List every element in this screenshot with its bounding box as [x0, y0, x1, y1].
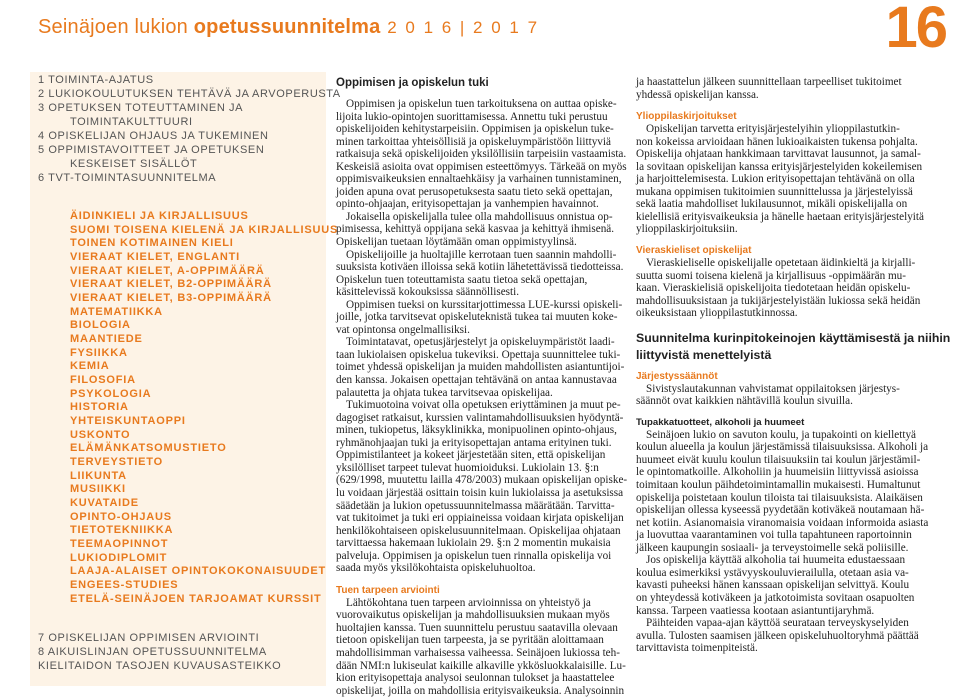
paragraph: Oppimisen tueksi on kurssitarjottimessa LUE-kurssi opiskeli- joille, jotka tarvitsevat opiskeluteknistä tukea tai muuten koke- vat opintonsa ongelmallisiksi. [336, 298, 623, 336]
middle-column [336, 76, 628, 697]
paragraph: Päihteiden vapaa-ajan käyttöä seurataan terveyskyselyiden avulla. Tulosten saamisen jälkeen opiskeluhuoltoryhmä päättää tarvittavista toimenpiteistä. [636, 617, 919, 655]
toc-item[interactable]: KESKEISET SISÄLLÖT [70, 158, 198, 170]
toc-item[interactable]: 8 AIKUISLINJAN OPETUSSUUNNITELMA [38, 646, 267, 658]
paragraph: ja haastattelun jälkeen suunnittellaan tarpeelliset tukitoimet yhdessä opiskelijan kanssa. [636, 76, 902, 101]
toc-item[interactable]: 6 TVT-TOIMINTASUUNNITELMA [38, 172, 217, 184]
toc-item[interactable]: VIERAAT KIELET, B2-OPPIMÄÄRÄ [70, 278, 272, 290]
section-heading: Oppimisen ja opiskelun tuki [336, 77, 489, 89]
toc-item[interactable]: TEEMAOPINNOT [70, 538, 169, 550]
toc-item[interactable]: USKONTO [70, 429, 131, 441]
paragraph: Opiskelijan tarvetta erityisjärjestelyihin ylioppilastutkin- non kokeissa arvioidaan hänen lukioaikaisten tukensa pohjalta. Opiskelija ohjataan hankkimaan tarvittavat lausunnot, ja samal- la sovitaan opiskelijan kanssa erityisjärjestelyiden kokeilemisen ja harjoittelemisesta. Lukion erityisopettajan tehtävänä on olla mukana oppimisen tukitoimien suunnittelussa ja järjestelyissä sekä laatia mahdolliset lukilausunnot, mikäli opiskelijalla on kielellisiä erityisvaikeuksia ja hänelle haetaan erityisjärjestelyitä ylioppilaskirjoituksiin. [636, 123, 924, 236]
paragraph: Seinäjoen lukio on savuton koulu, ja tupakointi on kiellettyä koulun alueella ja koulun järjestämissä tilaisuuksissa. Alkoholi ja huumeet eivät kuulu koulun tilaisuuksiin tai koulun järjestämil- le opintomatkoille. Alkoholiin ja huumeisiin liittyvissä asioissa toimitaan koulun päihdetoimintamallin mukaisesti. Humaltunut opiskelija poistetaan koulun tiloista tai tilaisuuksista. Alaikäisen opiskelijan ollessa kyseessä pyydetään kotiväkeä noutamaan hä- net kotiin. Asianomaisia viranomaisia voidaan informoida asiasta ja luovuttaa vaarantaminen voi tulla tapahtuneen raportoinnin jälkeen kaupungin sosiaali- ja terveystoimelle sekä poliisille. [636, 428, 929, 554]
paragraph: Vieraskieliselle opiskelijalle opetetaan äidinkieltä ja kirjalli- suutta suomi toisena kielenä ja kirjallisuus -oppimäärän mu- kaan. Vieraskielisiä opiskelijoita tiedotetaan heidän opiskelu- mahdollisuuksistaan ja tukijärjestelyistään lukiossa sekä heidän oikeuksistaan ylioppilastutkinnossa. [636, 257, 921, 320]
toc-item[interactable]: MUSIIKKI [70, 483, 126, 495]
toc-item[interactable]: 3 OPETUKSEN TOTEUTTAMINEN JA [38, 102, 244, 114]
header-title-bold: opetussuunnitelma [193, 16, 381, 38]
toc-item[interactable]: LIIKUNTA [70, 470, 127, 482]
subsection-heading: Tuen tarpeen arviointi [336, 584, 440, 596]
toc-item[interactable]: TOINEN KOTIMAINEN KIELI [70, 237, 234, 249]
toc-item[interactable]: TOIMINTAKULTTUURI [70, 116, 193, 128]
toc-item[interactable]: VIERAAT KIELET, ENGLANTI [70, 251, 240, 263]
toc-item[interactable]: LAAJA-ALAISET OPINTOKOKONAISUUDET [70, 565, 326, 577]
toc-item[interactable]: KIELITAIDON TASOJEN KUVAUSASTEIKKO [38, 660, 282, 672]
paragraph: Oppimisen ja opiskelun tuen tarkoituksena on auttaa opiske- lijoita lukio-opintojen suorittamisessa. Annettu tuki perustuu opiskelijoiden kehitystarpeisiin. Oppimisen ja opiskelun tuke- minen tarkoittaa yhteisöllisiä ja opiskeluympäristöön liittyviä ratkaisuja sekä opiskelijoiden yksilöllisiin tarpeisiin vastaamista. Keskeisiä asioita ovat oppimisen esteettömyys. Tärkeää on myös oppimisvaikeuksien ennaltaehkäisy ja varhainen tunnistaminen, joiden apuna ovat perusopetuksesta saatu tieto sekä opettajan, opinto-ohjaajan, erityisopettajan ja vanhempien havainnot. [336, 98, 627, 211]
toc-item[interactable]: TIETOTEKNIIKKA [70, 524, 174, 536]
toc-item[interactable]: LUKIODIPLOMIT [70, 552, 168, 564]
paragraph: Jokaisella opiskelijalla tulee olla mahdollisuus onnistua op- pimisessa, kehittyä oppijana sekä kasvaa ja kehittyä ihmisenä. Opiskelijan tuetaan löytämään oman oppimistyylinsä. [336, 210, 615, 249]
header-title-light: Seinäjoen lukion [38, 16, 194, 38]
toc-item[interactable]: HISTORIA [70, 401, 129, 413]
toc-item[interactable]: MAANTIEDE [70, 333, 143, 345]
toc-item[interactable]: VIERAAT KIELET, A-OPPIMÄÄRÄ [70, 265, 265, 277]
toc-item[interactable]: ELÄMÄNKATSOMUSTIETO [70, 442, 227, 454]
header-title-years: 2 0 1 6 | 2 0 1 7 [380, 18, 540, 37]
paragraph: Jos opiskelija käyttää alkoholia tai huumeita edustaessaan koulua esimerkiksi ystävyyskouluvierailulla, otetaan asia va- kavasti puheeksi hänen kanssaan opiskelijan selvittyä. Koulu on yhteydessä kotiväkeen ja jatkotoimista sovitaan osapuolten kanssa. Tarpeen vaatiessa kootaan asiantuntijaryhmä. [636, 554, 915, 617]
toc-item[interactable]: 7 OPISKELIJAN OPPIMISEN ARVIOINTI [38, 632, 260, 644]
toc-item[interactable]: 5 OPPIMISTAVOITTEET JA OPETUKSEN [38, 144, 265, 156]
toc-item[interactable]: 1 TOIMINTA-AJATUS [38, 74, 154, 86]
toc-item[interactable]: FILOSOFIA [70, 374, 136, 386]
toc-item[interactable]: BIOLOGIA [70, 319, 131, 331]
table-of-contents [30, 72, 341, 686]
toc-item[interactable]: KEMIA [70, 360, 110, 372]
toc-item[interactable]: MATEMATIIKKA [70, 306, 163, 318]
paragraph: Tukimuotoina voivat olla opetuksen eriyttäminen ja muut pe- dagogiset ratkaisut, kurssien valintamahdollisuuksien hyödyntä- minen, tukiopetus, läksyklinikka, monipuolinen opinto-ohjaus, ryhmänohjaajan tuki ja erityisopettajan antama erityinen tuki. Oppimistilanteet ja kokeet järjestetään siten, että opiskelijan yksilölliset tarpeet tulevat huomioiduksi. Lukiolain 13. §:n (629/1998, muutettu lailla 478/2003) mukaan opiskelijan opiske- lu voidaan järjestää osittain toisin kuin lukiolaissa ja asetuksissa säädetään ja lukion opetussuunnitelmassa määrätään. Tarvitta- vat tukitoimet ja tuki eri oppiaineissa voidaan kirjata opiskelijan henkilökohtaiseen opiskelusuunnitelmaan. Opiskelijaa ohjataan tarvittaessa hakemaan lukiolain 29. §:n 2 momentin mukaisia palveluja. Oppimisen ja opiskelun tuen rinnalla opiskelija voi saada myös yksilökohtaista opiskeluhuoltoa. [336, 399, 628, 575]
toc-item[interactable]: KUVATAIDE [70, 497, 139, 509]
paragraph: Lähtökohtana tuen tarpeen arvioinnissa on yhteistyö ja vuorovaikutus opiskelijan ja mahdollisuuksien mukaan myös huoltajien kanssa. Tuen suunnittelu perustuu saatavilla olevaan tietoon opiskelijan tuen tarpeesta, ja se pyritään aloittamaan mahdollisimman varhaisessa vaiheessa. Seinäjoen lukiossa teh- dään NMI:n lukiseulat kaikille alkaville ykkösluokkalaisille. Lu- kion erityisopettaja analysoi seulonnan tulokset ja haastattelee opiskelijat, joilla on mahdollisia erityisvaikeuksia. Analysoinnin [336, 596, 626, 697]
toc-item[interactable]: 2 LUKIOKOULUTUKSEN TEHTÄVÄ JA ARVOPERUSTA [38, 88, 341, 100]
paragraph: Toimintatavat, opetusjärjestelyt ja opiskeluympäristöt laadi- taan lukiolaisen opiskelua tukeviksi. Opettaja suunnittelee tuki- toimet yhdessä opiskelijan ja muiden mahdollisten asiantuntijoi- den kanssa. Jokaisen opettajan tehtävänä on antaa kannustavaa palautetta ja ohjata tukea tarvitsevaa opiskelijaa. [336, 336, 625, 399]
toc-item[interactable]: 4 OPISKELIJAN OHJAUS JA TUKEMINEN [38, 130, 269, 142]
subsection-heading: Vieraskieliset opiskelijat [636, 245, 752, 257]
page-header-title [38, 16, 539, 39]
subsection-heading: Tupakkatuotteet, alkoholi ja huumeet [636, 416, 805, 428]
page-number: 16 [885, 0, 946, 60]
subsection-heading: Ylioppilaskirjoitukset [636, 111, 737, 123]
toc-item[interactable]: ÄIDINKIELI JA KIRJALLISUUS [70, 210, 249, 222]
toc-item[interactable]: VIERAAT KIELET, B3-OPPIMÄÄRÄ [70, 292, 272, 304]
toc-item[interactable]: OPINTO-OHJAUS [70, 511, 172, 523]
paragraph: Opiskelijoille ja huoltajille kerrotaan tuen saannin mahdolli- suuksista kotiväen illoissa sekä kotiin lähetettävissä tiedotteissa. Opiskelun tuen toteuttamista saatu tietoa sekä opettajan, käsittelevissä kokouksissa säännöllisesti. [336, 248, 624, 299]
toc-item[interactable]: TERVEYSTIETO [70, 456, 163, 468]
toc-item[interactable]: ETELÄ-SEINÄJOEN TARJOAMAT KURSSIT [70, 593, 322, 605]
right-column [636, 76, 951, 655]
subsection-heading: Järjestyssäännöt [636, 370, 718, 382]
section-heading: Suunnitelma kurinpitokeinojen käyttämisestä ja niihin liittyvistä menettelyistä [636, 330, 951, 362]
toc-item[interactable]: PSYKOLOGIA [70, 388, 152, 400]
toc-item[interactable]: YHTEISKUNTAOPPI [70, 415, 186, 427]
paragraph: Sivistyslautakunnan vahvistamat oppilaitoksen järjestys- säännöt ovat kaikkien nähtävillä koulun sivuilla. [636, 382, 900, 408]
toc-item[interactable]: ENGEES-STUDIES [70, 579, 179, 591]
toc-item[interactable]: FYSIIKKA [70, 347, 128, 359]
toc-item[interactable]: SUOMI TOISENA KIELENÄ JA KIRJALLISUUS [70, 224, 339, 236]
